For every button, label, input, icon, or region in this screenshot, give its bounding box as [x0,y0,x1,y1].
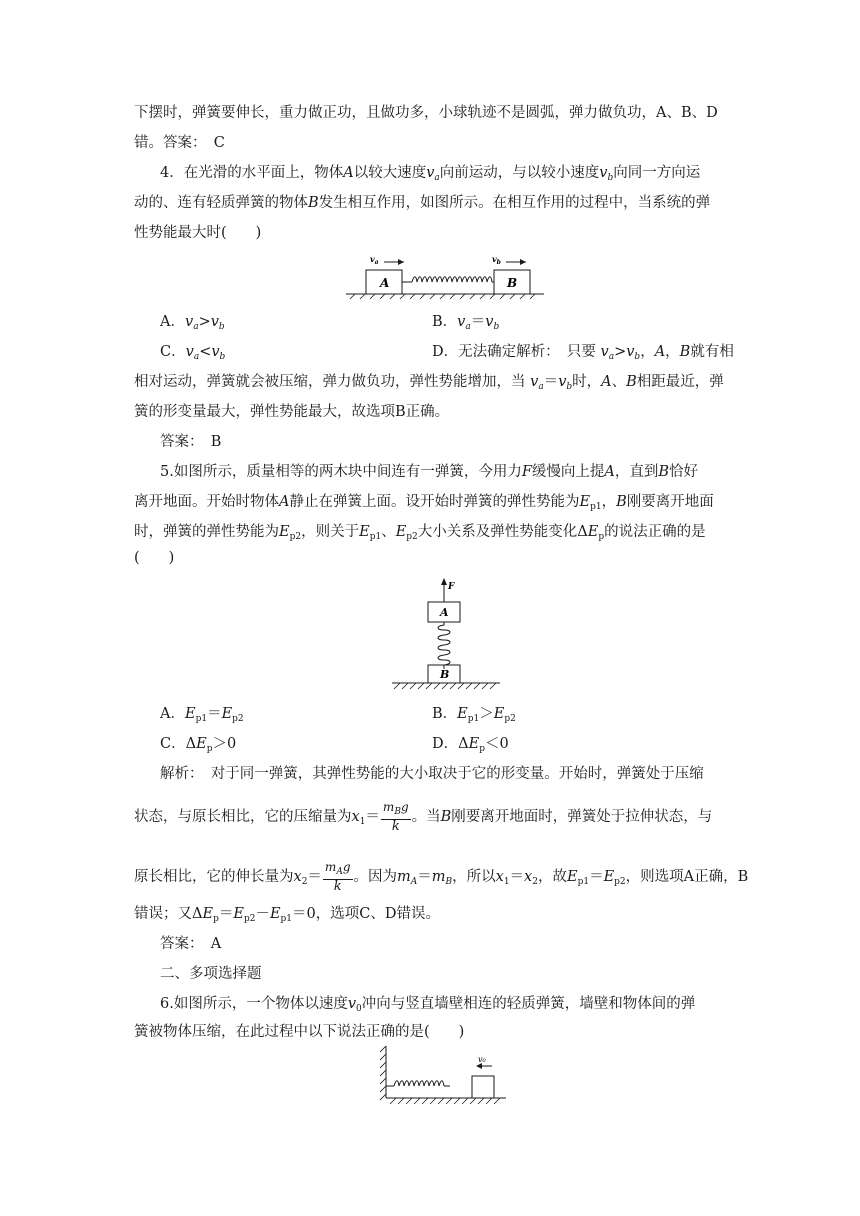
figure-5-vertical-spring [388,578,504,690]
question-6-text: 6.如图所示，一个物体以速度$v_0$冲向与竖直墙壁相连的轻质弹簧，墙壁和物体间的弹 [160,996,696,1014]
arrow-up-icon [441,578,447,585]
option-b: B．$E_{p1}>E_{p2}$ [432,706,516,724]
force-label: F [448,582,455,592]
option-c: C．$\Delta E_p>0$ [160,736,237,754]
svg-text:vb: $v_b$ [492,254,501,266]
svg-text:va: $v_a$ [370,254,379,266]
answer-text: 答案： B [160,434,222,450]
block-a-label: A [440,606,449,619]
arrow-right-icon [520,259,526,265]
question-4-text: 动的、连有轻质弹簧的物体B发生相互作用，如图所示。在相互作用的过程中，当系统的弹 [134,195,711,211]
text-line: 下摆时，弹簧要伸长，重力做正功，且做功多，小球轨迹不是圆弧，弹力做负功，A、B、D [134,105,718,121]
moving-block [472,1076,494,1098]
option-d: D．$\Delta E_p<0$ [432,736,509,754]
question-6-text: 簧被物体压缩，在此过程中以下说法正确的是( ) [134,1024,465,1040]
question-5-text: 离开地面。开始时物体A静止在弹簧上面。设开始时弹簧的弹性势能为$E_{p1}$，B刚要离开地面 [134,494,714,512]
text-line: 错。答案： C [134,135,225,151]
option-d-with-solution: D．无法确定解析： 只要 $v_a>v_b$，A，B就有相 [432,344,734,362]
question-4-text: 性势能最大时( ) [134,225,262,241]
solution-text: 簧的形变量最大，弹性势能最大，故选项B正确。 [134,404,450,420]
option-b: B．$v_a=v_b$ [432,314,500,332]
solution-text: 原长相比，它的伸长量为$x_2=$ $\frac{m_Ag}{k}$ 。因为$m_A=m_B$，所以$x_1=x_2$，故$E_{p1}=E_{p2}$，则选项A正确，B [134,860,749,894]
question-5-text: 5.如图所示，质量相等的两木块中间连有一弹簧，今用力F缓慢向上提A，直到B恰好 [160,464,699,480]
option-c: C．$v_a<v_b$ [160,344,226,362]
section-heading: 二、多项选择题 [160,966,262,982]
question-4-text: 4．在光滑的水平面上，物体A以较大速度$v_a$向前运动，与以较小速度$v_b$向同一方向运 [160,165,701,183]
option-a: A．$E_{p1}=E_{p2}$ [160,706,244,724]
figure-6-wall-spring [378,1044,510,1108]
figure-4-spring-collision [340,252,550,300]
spring [438,622,450,669]
block-b-label: B [507,276,518,290]
spring [394,1081,444,1086]
solution-text: 状态，与原长相比，它的压缩量为$x_1=$ $\frac{m_Bg}{k}$ 。当B刚要离开地面时，弹簧处于拉伸状态，与 [134,800,713,834]
block-a-label: A [380,276,390,290]
option-a: A．$v_a>v_b$ [160,314,225,332]
solution-text: 相对运动，弹簧就会被压缩，弹力做负功，弹性势能增加，当 $v_a=v_b$时，A、B相距最近，弹 [134,374,724,392]
solution-text: 解析： 对于同一弹簧，其弹性势能的大小取决于它的形变量。开始时，弹簧处于压缩 [160,766,704,782]
question-5-text: 时，弹簧的弹性势能为$E_{p2}$，则关于$E_{p1}$、$E_{p2}$大小关系及弹性势能变化$\Delta E_p$的说法正确的是 [134,524,706,542]
answer-text: 答案： A [160,936,222,952]
spring [412,277,492,282]
solution-text: 错误；又$\Delta E_p=E_{p2}-E_{p1}=0$，选项C、D错误。 [134,906,440,924]
block-b-label: B [440,668,450,681]
question-5-text: ( ) [134,550,175,566]
arrow-right-icon [398,259,404,265]
velocity-label: v₀ [478,1055,486,1064]
